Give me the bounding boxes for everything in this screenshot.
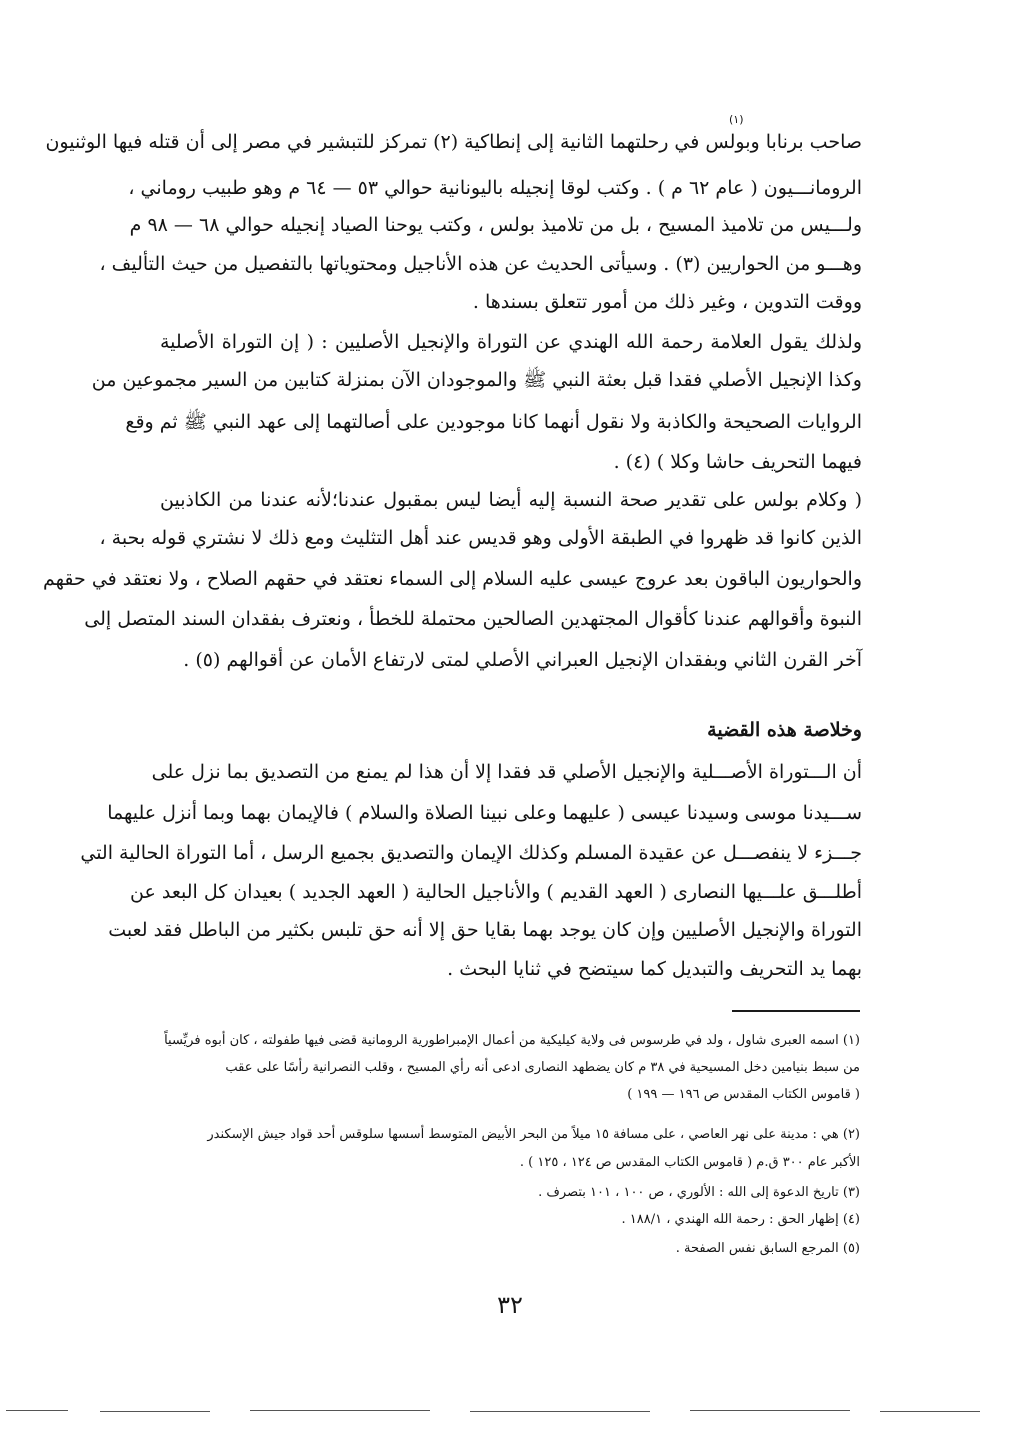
body-line: وكذا الإنجيل الأصلي فقدا قبل بعثة النبي ﷺ والموجودان الآن بمنزلة كتابين من السير مجموعين من — [91, 369, 862, 391]
body-line: الروايات الصحيحة والكاذبة ولا نقول أنهما كانا موجودين على أصالتهما إلى عهد النبي ﷺ ثم وقع — [125, 411, 862, 433]
summary-line: جـــزء لا ينفصـــل عن عقيدة المسلم وكذلك الإيمان والتصديق بجميع الرسل ، أما التوراة الحالية التي — [80, 842, 862, 864]
body-line: الذين كانوا قد ظهروا في الطبقة الأولى وهو قديس عند أهل التثليث ومع ذلك لا نشتري قوله بحبة ، — [99, 527, 862, 549]
scan-line — [100, 1411, 210, 1412]
scan-line — [470, 1411, 650, 1412]
scan-line — [250, 1410, 430, 1411]
scan-line — [6, 1410, 68, 1411]
footnote-separator — [732, 1010, 860, 1012]
scan-line — [880, 1411, 980, 1412]
summary-line: التوراة والإنجيل الأصليين وإن كان يوجد بهما بقايا حق إلا أنه حق تلبس بكثير من الباطل فقد لعبت — [108, 919, 862, 941]
scan-line — [690, 1410, 850, 1411]
summary-line: أطلـــق علـــيها النصارى ( العهد القديم ) والأناجيل الحالية ( العهد الجديد ) بعيدان كل البعد عن — [130, 881, 862, 903]
summary-line: أن الـــتوراة الأصـــلية والإنجيل الأصلي قد فقدا إلا أن هذا لم يمنع من التصديق بما نزل على — [151, 761, 862, 783]
body-line: والحواريون الباقون بعد عروج عيسى عليه السلام إلى السماء نعتقد في حقهم الصلاح ، ولا نعتقد في حقهم — [43, 568, 862, 590]
footnote-line: (٢) هي : مدينة على نهر العاصي ، على مسافة ١٥ ميلاً من البحر الأبيض المتوسط أسسها سلوقس أحد قواد جيش الإسكندر — [207, 1127, 860, 1142]
body-line: ولذلك يقول العلامة رحمة الله الهندي عن التوراة والإنجيل الأصليين : ( إن التوراة الأصلية — [160, 331, 862, 353]
body-line: صاحب برنابا وبولس في رحلتهما الثانية إلى إنطاكية (٢) تمركز للتبشير في مصر إلى أن قتله فيها الوثنيون — [45, 131, 862, 153]
footnote-line: من سبط بنيامين دخل المسيحية في ٣٨ م كان يضطهد النصارى ادعى أنه رأي المسيح ، وقلب النصرانية رأسًا على عقب — [225, 1060, 860, 1075]
body-line: آخر القرن الثاني وبفقدان الإنجيل العبراني الأصلي لمتى لارتفاع الأمان عن أقوالهم (٥) . — [183, 649, 862, 671]
handwritten-footnote-mark: (١) — [729, 113, 744, 126]
footnote-line: (٤) إظهار الحق : رحمة الله الهندي ، ١٨٨/١ . — [621, 1212, 860, 1227]
page-number: ٣٢ — [497, 1291, 523, 1319]
footnote-line: (١) اسمه العبرى شاول ، ولد في طرسوس فى ولاية كيليكية من أعمال الإمبراطورية الرومانية قضى فيها طفولته ، كان أبوه فريِّسياً — [164, 1033, 860, 1048]
section-heading: وخلاصة هذه القضية — [707, 719, 862, 741]
footnote-line: ( قاموس الكتاب المقدس ص ١٩٦ — ١٩٩ ) — [627, 1087, 860, 1102]
footnote-line: الأكبر عام ٣٠٠ ق.م ( قاموس الكتاب المقدس ص ١٢٤ ، ١٢٥ ) . — [519, 1155, 860, 1170]
body-line: وهـــو من الحواريين (٣) . وسيأتى الحديث عن هذه الأناجيل ومحتوياتها بالتفصيل من حيث التأليف ، — [99, 253, 862, 275]
body-line: الرومانـــيون ( عام ٦٢ م ) . وكتب لوقا إنجيله باليونانية حوالي ٥٣ — ٦٤ م وهو طبيب روماني ، — [128, 177, 862, 199]
summary-line: بهما يد التحريف والتبديل كما سيتضح في ثنايا البحث . — [447, 958, 862, 980]
body-line: ووقت التدوين ، وغير ذلك من أمور تتعلق بسندها . — [472, 291, 862, 313]
body-line: النبوة وأقوالهم عندنا كأقوال المجتهدين الصالحين محتملة للخطأ ، ونعترف بفقدان السند المتصل إلى — [84, 608, 862, 630]
body-line: ولـــيس من تلاميذ المسيح ، بل من تلاميذ بولس ، وكتب يوحنا الصياد إنجيله حوالي ٦٨ — ٩٨ م — [129, 214, 862, 236]
footnote-line: (٣) تاريخ الدعوة إلى الله : الألوري ، ص ١٠٠ ، ١٠١ بتصرف . — [538, 1185, 860, 1200]
summary-line: ســـيدنا موسى وسيدنا عيسى ( عليهما وعلى نبينا الصلاة والسلام ) فالإيمان بهما وبما أنزل عليهما — [107, 802, 862, 824]
body-line: ( وكلام بولس على تقدير صحة النسبة إليه أيضا ليس بمقبول عندنا؛لأنه عندنا من الكاذبين — [160, 489, 862, 511]
footnote-line: (٥) المرجع السابق نفس الصفحة . — [675, 1241, 860, 1256]
body-line: فيهما التحريف حاشا وكلا ) (٤) . — [613, 451, 862, 473]
